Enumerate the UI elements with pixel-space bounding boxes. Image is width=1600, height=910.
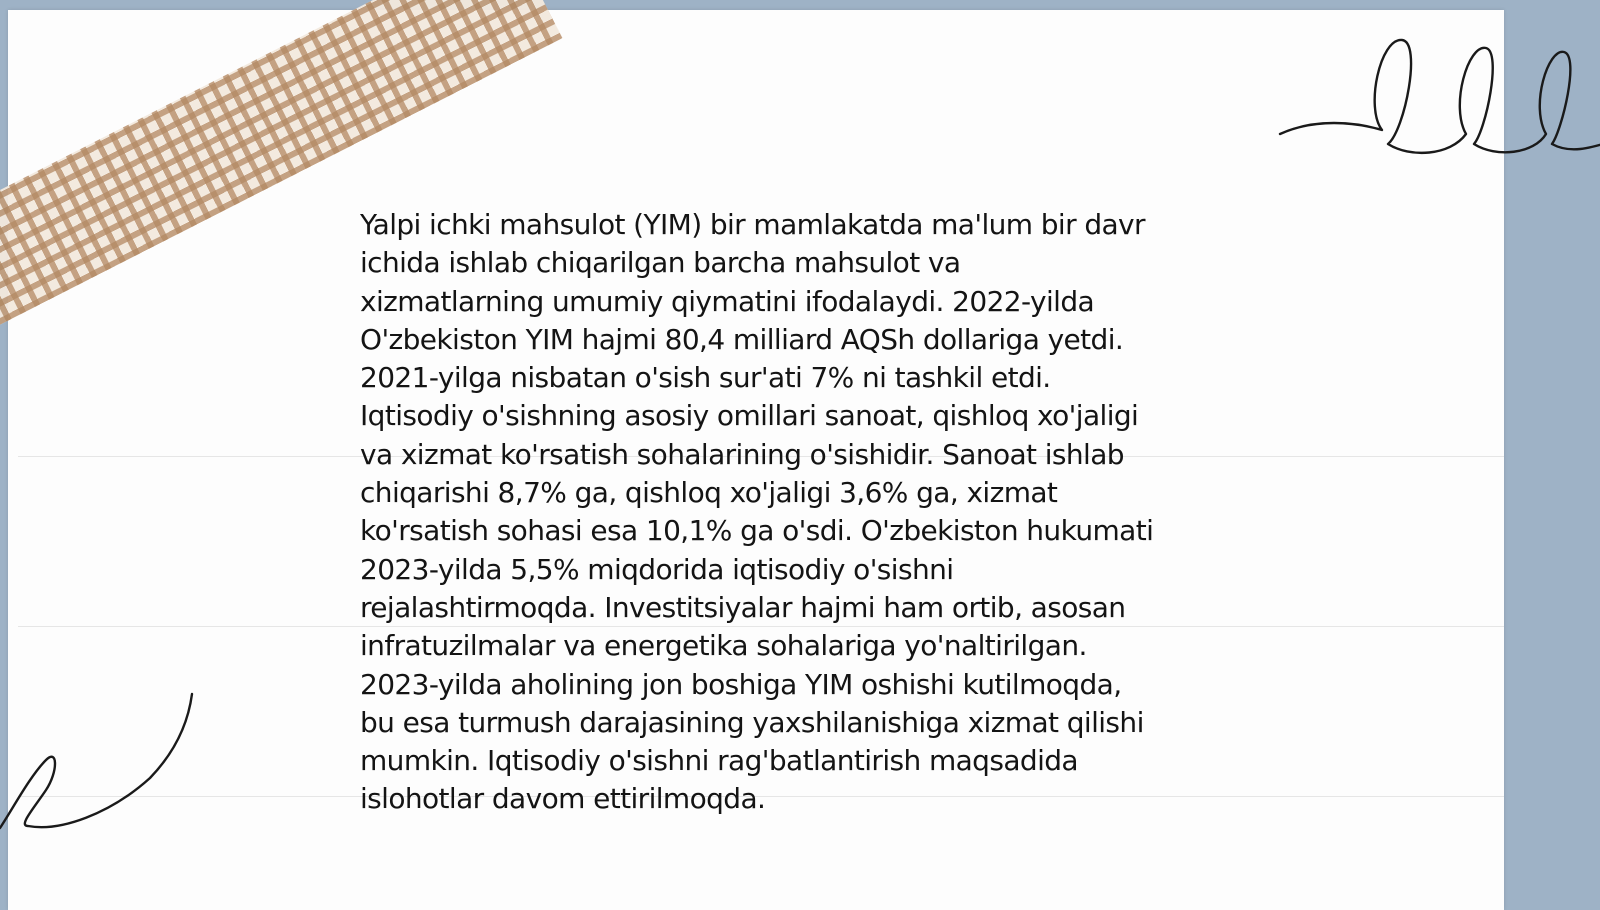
text-line: bu esa turmush darajasining yaxshilanishiga xizmat qilishi <box>360 705 1144 739</box>
text-line: ko'rsatish sohasi esa 10,1% ga o'sdi. O'zbekiston hukumati <box>360 514 1154 548</box>
text-line: mumkin. Iqtisodiy o'sishni rag'batlantirish maqsadida <box>360 744 1078 778</box>
text-line: ichida ishlab chiqarilgan barcha mahsulot va <box>360 246 961 280</box>
text-line: infratuzilmalar va energetika sohalariga yo'naltirilgan. <box>360 629 1087 663</box>
body-text <box>360 206 1240 819</box>
text-line: va xizmat ko'rsatish sohalarining o'sishidir. Sanoat ishlab <box>360 437 1124 471</box>
text-line: Iqtisodiy o'sishning asosiy omillari sanoat, qishloq xo'jaligi <box>360 399 1139 433</box>
text-line: islohotlar davom ettirilmoqda. <box>360 782 766 816</box>
loop-squiggle-top-right <box>1290 30 1600 170</box>
text-line: O'zbekiston YIM hajmi 80,4 milliard AQSh dollariga yetdi. <box>360 322 1124 356</box>
text-line: xizmatlarning umumiy qiymatini ifodalaydi. 2022-yilda <box>360 284 1095 318</box>
text-line: chiqarishi 8,7% ga, qishloq xo'jaligi 3,6% ga, xizmat <box>360 476 1058 510</box>
text-line: 2023-yilda 5,5% miqdorida iqtisodiy o'sishni <box>360 552 954 586</box>
text-line: 2023-yilda aholining jon boshiga YIM oshishi kutilmoqda, <box>360 667 1122 701</box>
loop-squiggle-bottom-left <box>0 690 210 850</box>
text-line: rejalashtirmoqda. Investitsiyalar hajmi ham ortib, asosan <box>360 590 1126 624</box>
text-line: 2021-yilga nisbatan o'sish sur'ati 7% ni tashkil etdi. <box>360 361 1051 395</box>
text-line: Yalpi ichki mahsulot (YIM) bir mamlakatda ma'lum bir davr <box>360 208 1145 241</box>
